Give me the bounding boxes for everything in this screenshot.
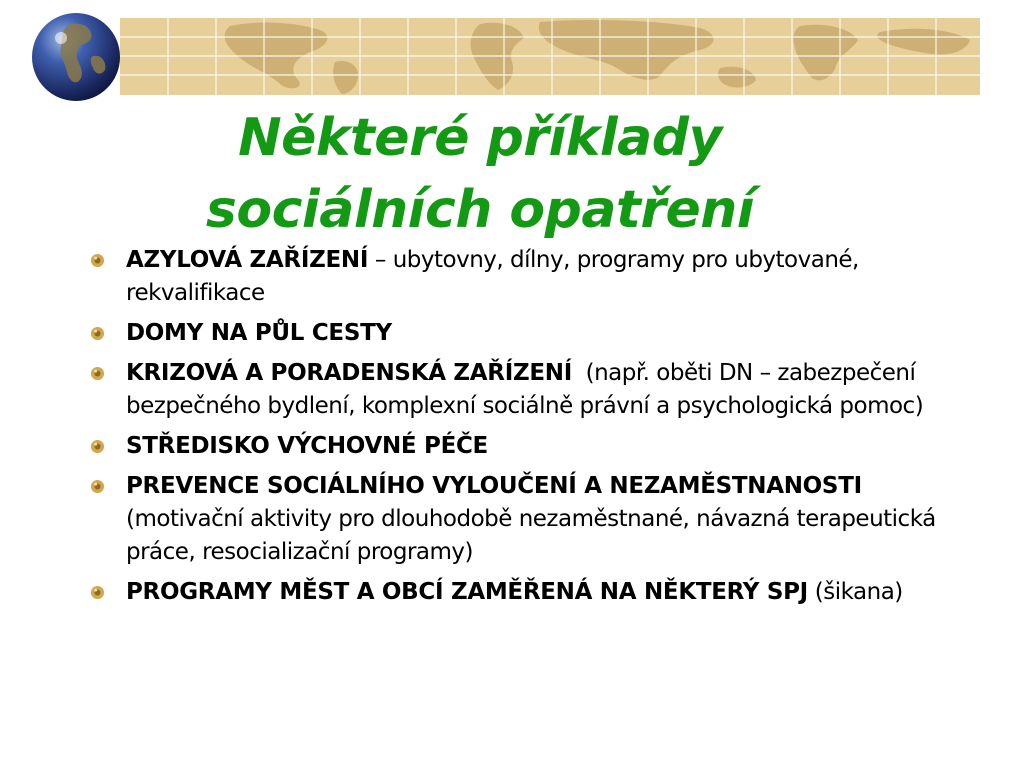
list-item (86, 317, 966, 350)
title-line-2: sociálních opatření (205, 180, 755, 240)
bullet-term: AZYLOVÁ ZAŘÍZENÍ (126, 247, 369, 273)
bullet-desc: (např. oběti DN – zabezpečení bezpečného bydlení, komplexní sociálně právní a psychologická pomoc) (126, 360, 924, 419)
bullet-desc: (motivační aktivity pro dlouhodobě nezaměstnané, návazná terapeutická práce, resocializační programy) (126, 506, 936, 565)
list-item (86, 357, 966, 423)
bullet-term: STŘEDISKO VÝCHOVNÉ PÉČE (126, 433, 488, 459)
globe-icon (31, 12, 121, 102)
disc-bullet-icon (90, 439, 105, 454)
disc-bullet-icon (90, 366, 105, 381)
bullet-term: DOMY NA PŮL CESTY (126, 320, 392, 346)
list-item (86, 244, 966, 310)
slide-title (120, 102, 840, 246)
bullet-list (86, 244, 966, 616)
bullet-desc: (šikana) (807, 579, 903, 605)
list-item (86, 430, 966, 463)
world-map-banner (120, 18, 980, 95)
list-item (86, 576, 966, 609)
bullet-desc: – ubytovny, dílny, programy pro ubytované, rekvalifikace (126, 247, 859, 306)
bullet-term: PROGRAMY MĚST A OBCÍ ZAMĚŘENÁ NA NĚKTERÝ SPJ (126, 579, 808, 605)
disc-bullet-icon (90, 479, 105, 494)
disc-bullet-icon (90, 585, 105, 600)
list-item (86, 470, 966, 569)
title-line-1: Některé příklady (238, 108, 722, 168)
disc-bullet-icon (90, 326, 105, 341)
bullet-term: KRIZOVÁ A PORADENSKÁ ZAŘÍZENÍ (126, 360, 572, 386)
disc-bullet-icon (90, 253, 105, 268)
bullet-term: PREVENCE SOCIÁLNÍHO VYLOUČENÍ A NEZAMĚSTNANOSTI (126, 473, 862, 499)
